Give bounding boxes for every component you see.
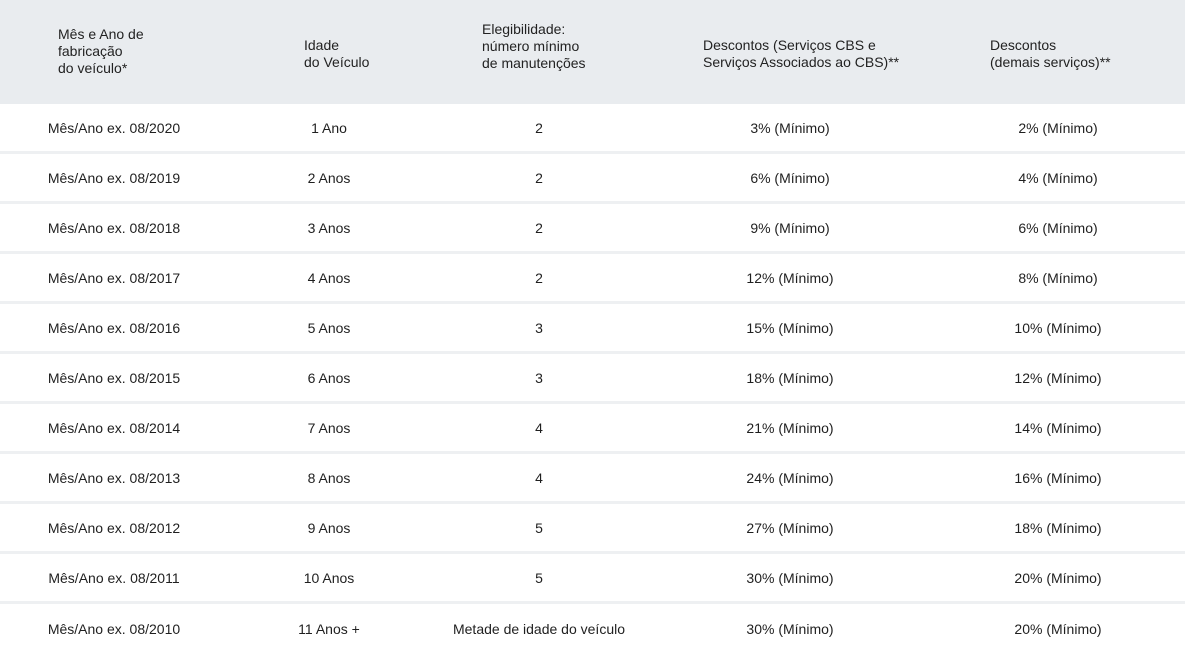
cell-vehicle-age: 6 Anos (307, 369, 351, 386)
cell-vehicle-age: 9 Anos (307, 519, 351, 536)
cell-eligibility: 2 (535, 269, 543, 286)
cell-manufacture-date: Mês/Ano ex. 08/2015 (47, 369, 181, 386)
cell-vehicle-age: 5 Anos (307, 319, 351, 336)
cell-other-discount: 18% (Mínimo) (1014, 519, 1102, 536)
table-row (0, 604, 1185, 654)
cell-other-discount: 2% (Mínimo) (1018, 119, 1098, 136)
table-row (0, 504, 1185, 554)
cell-manufacture-date: Mês/Ano ex. 08/2012 (47, 519, 181, 536)
cell-eligibility: 2 (535, 169, 543, 186)
table-header (0, 0, 1185, 104)
cell-eligibility: Metade de idade do veículo (452, 621, 625, 637)
cell-manufacture-date: Mês/Ano ex. 08/2011 (48, 569, 180, 586)
cell-cbs-discount: 27% (Mínimo) (746, 519, 834, 536)
cell-vehicle-age: 11 Anos + (298, 621, 360, 637)
cell-vehicle-age: 1 Ano (311, 119, 347, 136)
cell-vehicle-age: 4 Anos (307, 269, 351, 286)
cell-vehicle-age: 7 Anos (307, 419, 351, 436)
cell-vehicle-age: 2 Anos (307, 169, 351, 186)
table-row (0, 254, 1185, 304)
cell-manufacture-date: Mês/Ano ex. 08/2014 (47, 419, 181, 436)
cell-other-discount: 20% (Mínimo) (1014, 569, 1102, 586)
table-row (0, 454, 1185, 504)
cell-vehicle-age: 10 Anos (303, 569, 355, 586)
cell-cbs-discount: 9% (Mínimo) (750, 219, 830, 236)
cell-eligibility: 3 (535, 369, 543, 386)
cell-eligibility: 4 (535, 469, 543, 486)
cell-other-discount: 6% (Mínimo) (1018, 219, 1098, 236)
cell-manufacture-date: Mês/Ano ex. 08/2010 (47, 621, 181, 637)
cell-eligibility: 3 (535, 319, 543, 336)
cell-cbs-discount: 24% (Mínimo) (746, 469, 834, 486)
header-other-discounts: Descontos (demais serviços)** (990, 37, 1111, 70)
cell-manufacture-date: Mês/Ano ex. 08/2018 (47, 219, 181, 236)
cell-manufacture-date: Mês/Ano ex. 08/2016 (47, 319, 181, 336)
header-cbs-discounts: Descontos (Serviços CBS e Serviços Associados ao CBS)** (703, 37, 900, 70)
table-row (0, 204, 1185, 254)
cell-other-discount: 16% (Mínimo) (1014, 469, 1102, 486)
cell-eligibility: 5 (535, 519, 543, 536)
cell-cbs-discount: 30% (Mínimo) (746, 621, 834, 637)
table-row (0, 354, 1185, 404)
cell-manufacture-date: Mês/Ano ex. 08/2020 (47, 119, 181, 136)
table-row (0, 404, 1185, 454)
cell-vehicle-age: 8 Anos (307, 469, 351, 486)
table-row (0, 154, 1185, 204)
cell-eligibility: 4 (535, 419, 543, 436)
cell-manufacture-date: Mês/Ano ex. 08/2019 (47, 169, 181, 186)
cell-other-discount: 8% (Mínimo) (1018, 269, 1098, 286)
cell-eligibility: 2 (535, 219, 543, 236)
cell-other-discount: 4% (Mínimo) (1018, 169, 1098, 186)
cell-cbs-discount: 15% (Mínimo) (746, 319, 834, 336)
header-vehicle-age: Idade do Veículo (304, 37, 370, 70)
cell-cbs-discount: 30% (Mínimo) (746, 569, 834, 586)
cell-other-discount: 20% (Mínimo) (1014, 621, 1102, 637)
header-eligibility: Elegibilidade: número mínimo de manutenções (482, 21, 586, 71)
cell-eligibility: 5 (535, 569, 543, 586)
cell-cbs-discount: 3% (Mínimo) (750, 119, 830, 136)
table-body (0, 104, 1185, 654)
cell-other-discount: 10% (Mínimo) (1014, 319, 1102, 336)
cell-cbs-discount: 12% (Mínimo) (746, 269, 834, 286)
table-row (0, 104, 1185, 154)
cell-manufacture-date: Mês/Ano ex. 08/2013 (47, 469, 181, 486)
table-row (0, 554, 1185, 604)
header-manufacture-date: Mês e Ano de fabricação do veículo* (58, 26, 144, 76)
table-row (0, 304, 1185, 354)
cell-cbs-discount: 21% (Mínimo) (746, 419, 834, 436)
cell-other-discount: 14% (Mínimo) (1014, 419, 1102, 436)
cell-cbs-discount: 6% (Mínimo) (750, 169, 830, 186)
cell-cbs-discount: 18% (Mínimo) (746, 369, 834, 386)
cell-vehicle-age: 3 Anos (307, 219, 351, 236)
cell-other-discount: 12% (Mínimo) (1014, 369, 1102, 386)
cell-manufacture-date: Mês/Ano ex. 08/2017 (47, 269, 181, 286)
cell-eligibility: 2 (535, 119, 543, 136)
